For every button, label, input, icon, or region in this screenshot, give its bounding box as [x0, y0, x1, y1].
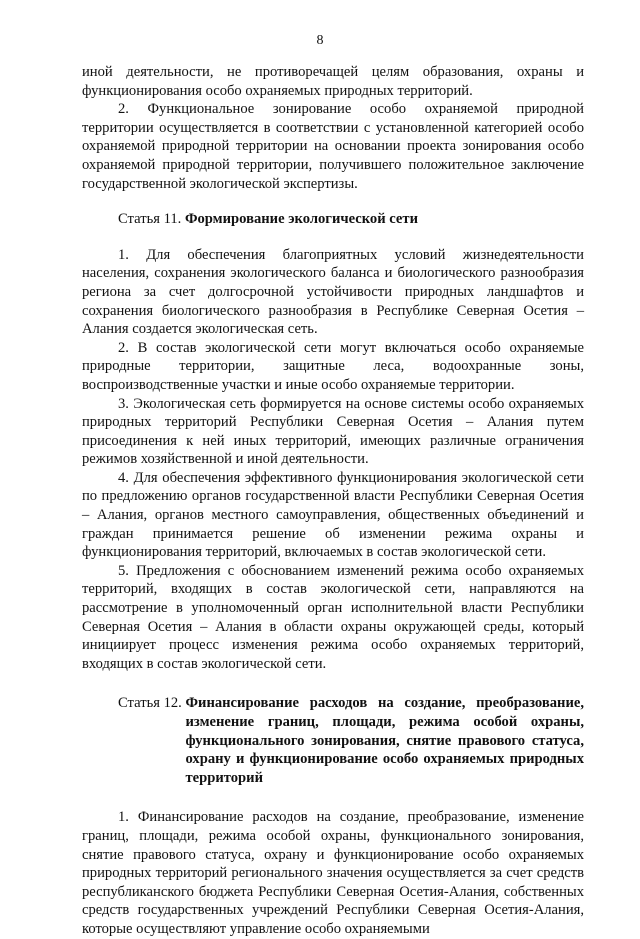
article-11-item-3: 3. Экологическая сеть формируется на основе системы особо охраняемых природных территорий Республики Северная Осетия – Алания путем присоединения к ней иных территорий, имеющих различные ограничения режимов хозяйственной и иной деятельности. [82, 395, 584, 468]
article-11-prefix: Статья 11. [118, 211, 182, 228]
article-11-item-4: 4. Для обеспечения эффективного функционирования экологической сети по предложению органов государственной власти Республики Северная Осетия – Алания, органов местного самоуправления, общественных объединений и граждан принимается решение об изменении режима охраны и функционирования территорий, включаемых в состав экологической сети. [82, 469, 584, 561]
article-12-prefix: Статья 12. [118, 695, 182, 712]
article-12-item-1: 1. Финансирование расходов на создание, преобразование, изменение границ, площади, режима особой охраны, функционального зонирования, снятие правового статуса, охрану и функционирование особо охраняемых природных территорий регионального значения осуществляется за счет средств республиканского бюджета Республики Северная Осетия-Алания, собственных средств государственных учреждений Республики Северная Осетия-Алания, которые осуществляют управление особо охраняемыми [82, 809, 584, 937]
article-12-heading [118, 694, 584, 787]
paragraph-continuation: иной деятельности, не противоречащей целям образования, охраны и функционирования особо охраняемых природных территорий. [82, 64, 584, 99]
article-11-item-1: 1. Для обеспечения благоприятных условий жизнедеятельности населения, сохранения экологического баланса и биологического разнообразия региона за счет долгосрочной устойчивости природных ландшафтов и сохранения биологического разнообразия в Республике Северная Осетия – Алания создается экологическая сеть. [82, 246, 584, 338]
article-11-item-5: 5. Предложения с обоснованием изменений режима особо охраняемых территорий, входящих в состав экологической сети, направляются на рассмотрение в уполномоченный орган исполнительной власти Республики Северная Осетия – Алания в области охраны окружающей среды, который инициирует процесс изменения режима особо охраняемых территорий, входящих в состав экологической сети. [82, 562, 584, 672]
article-11-item-2: 2. В состав экологической сети могут включаться особо охраняемые природные территории, защитные леса, водоохранные зоны, воспроизводственные участки и иные особо охраняемые территории. [82, 339, 584, 393]
document-body [82, 63, 584, 939]
article-11-heading [82, 210, 584, 229]
article-12-title: Финансирование расходов на создание, преобразование, изменение границ, площади, режима особой охраны, функционального зонирования, снятие правового статуса, охрану и функционирование особо охраняемых природных территорий [185, 695, 584, 786]
page-number: 8 [316, 33, 324, 48]
paragraph-zoning: 2. Функциональное зонирование особо охраняемой природной территории осуществляется в соответствии с установленной категорией особо охраняемой природной территории на основании проекта зонирования особо охраняемой природной территории, получившего положительное заключение государственной экологической экспертизы. [82, 101, 584, 192]
article-11-title: Формирование экологической сети [184, 211, 418, 228]
